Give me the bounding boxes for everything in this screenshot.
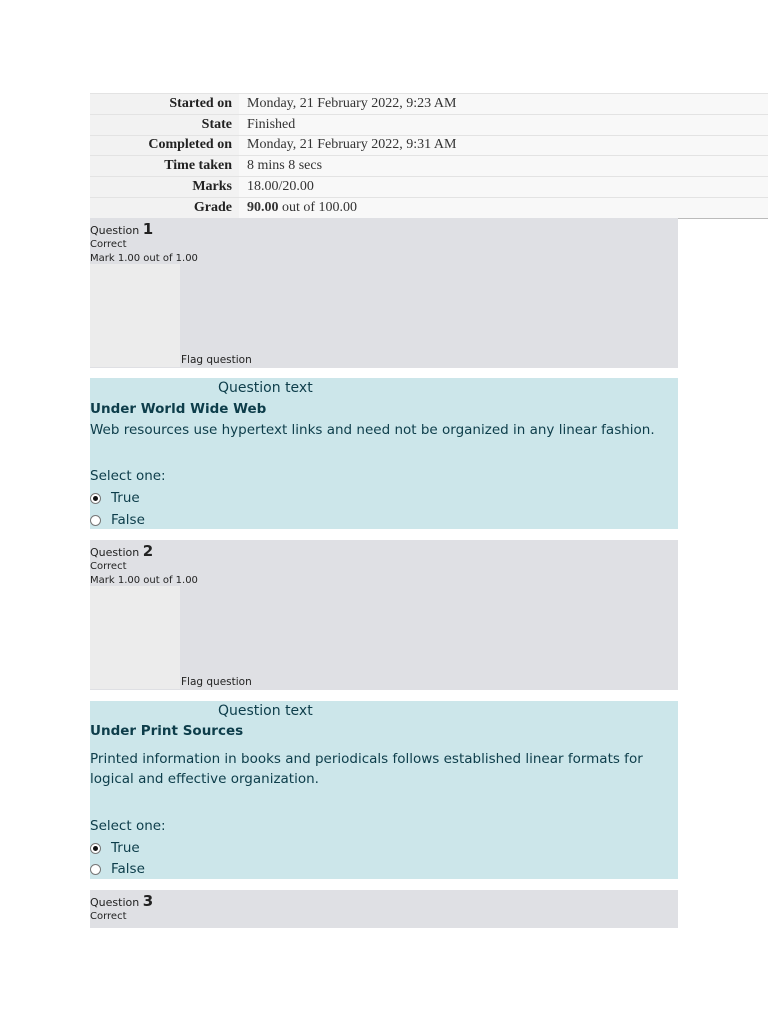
option-true[interactable] bbox=[90, 840, 140, 856]
summary-row-started bbox=[90, 94, 768, 115]
question-text-heading: Question text bbox=[218, 380, 313, 396]
flag-question-link[interactable]: Flag question bbox=[181, 354, 252, 366]
question-number bbox=[90, 222, 678, 238]
started-value: Monday, 21 February 2022, 9:23 AM bbox=[239, 94, 768, 115]
question-status: Correct bbox=[90, 911, 127, 922]
question-topic: Under Print Sources bbox=[90, 723, 244, 739]
grade-value-cell bbox=[239, 197, 768, 218]
radio-true[interactable] bbox=[90, 843, 101, 854]
option-false[interactable] bbox=[90, 512, 145, 528]
grade-value: 90.00 bbox=[247, 199, 279, 215]
select-one-label: Select one: bbox=[90, 818, 166, 834]
radio-false[interactable] bbox=[90, 515, 101, 526]
marks-label: Marks bbox=[90, 177, 239, 198]
summary-row-state bbox=[90, 114, 768, 135]
completed-label: Completed on bbox=[90, 135, 239, 156]
question-info-3 bbox=[90, 890, 678, 928]
question-number-value: 1 bbox=[142, 220, 154, 238]
radio-true[interactable] bbox=[90, 493, 101, 504]
summary-row-grade bbox=[90, 197, 768, 218]
question-label: Question bbox=[90, 896, 140, 909]
summary-row-marks bbox=[90, 177, 768, 198]
info-side-panel bbox=[90, 586, 180, 689]
attempt-summary-table bbox=[90, 93, 768, 219]
question-number-value: 2 bbox=[142, 542, 154, 560]
question-content-1 bbox=[90, 378, 678, 529]
question-status: Correct bbox=[90, 561, 127, 572]
question-label: Question bbox=[90, 224, 140, 237]
info-side-panel bbox=[90, 264, 180, 367]
question-text: Printed information in books and periodicals follows established linear formats for logical and effective organization. bbox=[90, 751, 643, 787]
option-false[interactable] bbox=[90, 861, 145, 877]
state-value: Finished bbox=[239, 114, 768, 135]
flag-question-link[interactable]: Flag question bbox=[181, 676, 252, 688]
question-info-2 bbox=[90, 540, 678, 690]
option-true-label: True bbox=[111, 840, 140, 856]
question-mark: Mark 1.00 out of 1.00 bbox=[90, 575, 198, 586]
option-true-label: True bbox=[111, 490, 140, 506]
question-text-heading: Question text bbox=[218, 703, 313, 719]
question-mark: Mark 1.00 out of 1.00 bbox=[90, 253, 198, 264]
grade-label: Grade bbox=[90, 197, 239, 218]
radio-false[interactable] bbox=[90, 864, 101, 875]
question-info-1 bbox=[90, 218, 678, 368]
question-number bbox=[90, 894, 678, 910]
question-topic: Under World Wide Web bbox=[90, 401, 267, 417]
summary-row-completed bbox=[90, 135, 768, 156]
select-one-label: Select one: bbox=[90, 468, 166, 484]
started-label: Started on bbox=[90, 94, 239, 115]
question-status: Correct bbox=[90, 239, 127, 250]
question-text: Web resources use hypertext links and need not be organized in any linear fashion. bbox=[90, 422, 655, 438]
question-label: Question bbox=[90, 546, 140, 559]
marks-value: 18.00/20.00 bbox=[239, 177, 768, 198]
option-true[interactable] bbox=[90, 490, 140, 506]
question-number bbox=[90, 544, 678, 560]
state-label: State bbox=[90, 114, 239, 135]
option-false-label: False bbox=[111, 861, 145, 877]
option-false-label: False bbox=[111, 512, 145, 528]
summary-row-time bbox=[90, 156, 768, 177]
completed-value: Monday, 21 February 2022, 9:31 AM bbox=[239, 135, 768, 156]
time-value: 8 mins 8 secs bbox=[239, 156, 768, 177]
question-number-value: 3 bbox=[142, 892, 154, 910]
question-content-2 bbox=[90, 701, 678, 879]
grade-suffix: out of 100.00 bbox=[282, 199, 358, 215]
time-label: Time taken bbox=[90, 156, 239, 177]
